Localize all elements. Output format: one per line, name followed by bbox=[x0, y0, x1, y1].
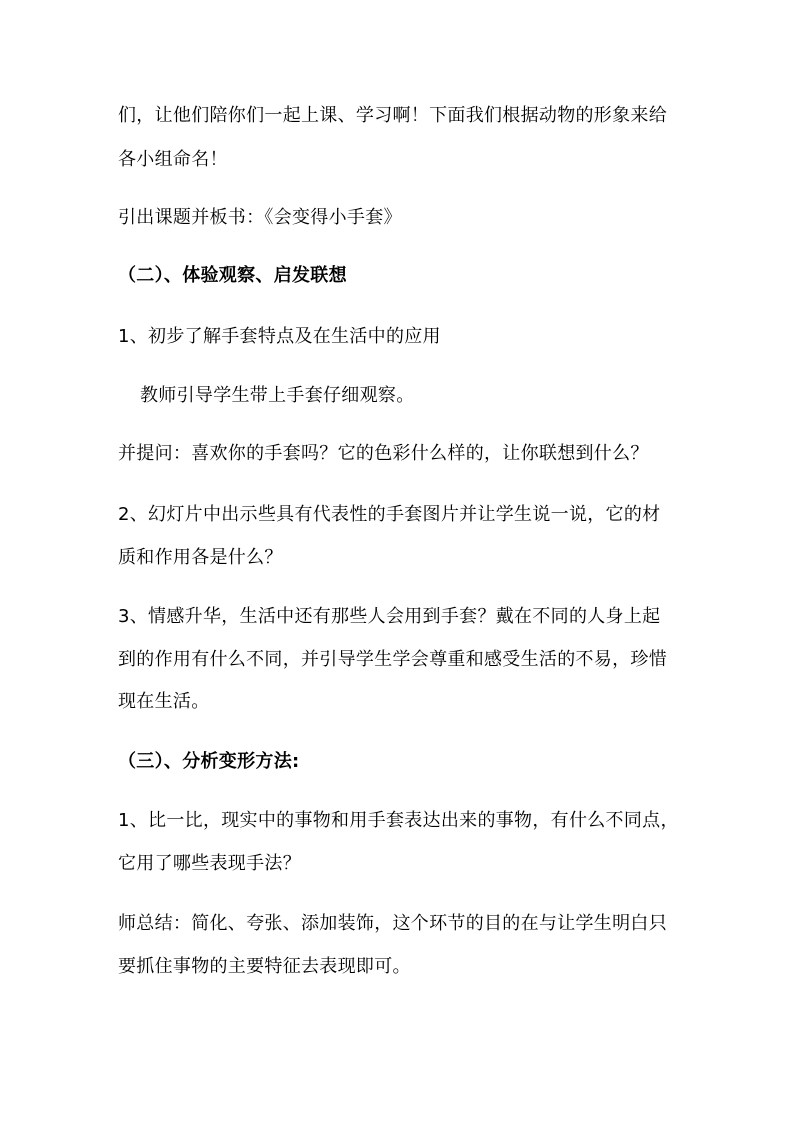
section-heading: （二）、体验观察、启发联想 bbox=[118, 265, 347, 286]
paragraph-line: 师总结：简化、夸张、添加装饰，这个环节的目的在与让学生明白只 bbox=[118, 913, 667, 934]
list-item: 3、情感升华，生活中还有那些人会用到手套？戴在不同的人身上起 bbox=[118, 606, 661, 627]
paragraph-line: 要抓住事物的主要特征去表现即可。 bbox=[118, 956, 411, 977]
list-item: 2、幻灯片中出示些具有代表性的手套图片并让学生说一说，它的材 bbox=[118, 504, 661, 525]
paragraph-line: 各小组命名！ bbox=[118, 149, 228, 170]
section-heading: （三）、分析变形方法: bbox=[118, 751, 300, 772]
paragraph-line: 们，让他们陪你们一起上课、学习啊！下面我们根据动物的形象来给 bbox=[118, 105, 667, 126]
list-item: 现在生活。 bbox=[118, 691, 210, 712]
list-item: 它用了哪些表现手法？ bbox=[118, 853, 301, 874]
paragraph-line: 引出课题并板书：《会变得小手套》 bbox=[118, 207, 402, 228]
paragraph-line: 并提问：喜欢你的手套吗？它的色彩什么样的，让你联想到什么？ bbox=[118, 443, 649, 464]
list-item: 1、初步了解手套特点及在生活中的应用 bbox=[118, 326, 441, 347]
list-item: 质和作用各是什么？ bbox=[118, 547, 283, 568]
paragraph-line: 教师引导学生带上手套仔细观察。 bbox=[140, 385, 415, 406]
list-item: 1、比一比，现实中的事物和用手套表达出来的事物，有什么不同点， bbox=[118, 810, 679, 831]
list-item: 到的作用有什么不同，并引导学生学会尊重和感受生活的不易，珍惜 bbox=[118, 649, 667, 670]
